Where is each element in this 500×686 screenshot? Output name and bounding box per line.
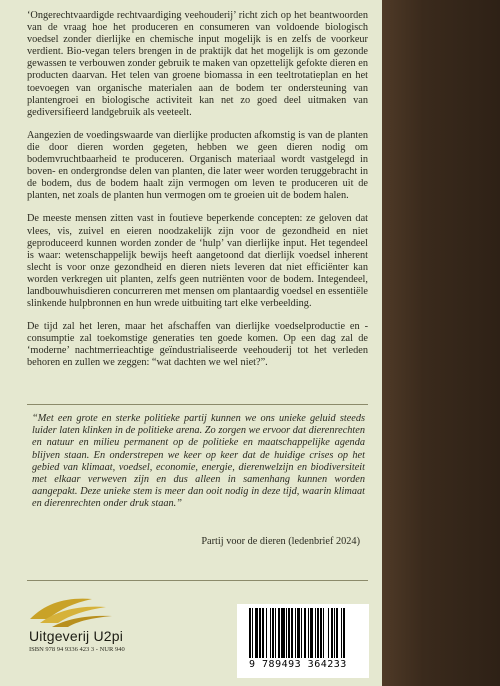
barcode-bars (249, 608, 363, 658)
bird-wings-icon (26, 589, 146, 629)
blurb-paragraph-1: ‘Ongerechtvaardigde rechtvaardiging veehouderij’ richt zich op het beantwoorden van de vraag hoe het produceren en consumeren van voldoende biologisch voedsel zonder dierlijke en chemische input mogelijk is en zelfs de voorkeur verdient. Bio-vegan telers brengen in de praktijk dat het mogelijk is om gezonde gewassen te verbouwen zonder gebruik te maken van opzettelijk gefokte dieren en producten daarvan. Het telen van groene biomassa in een teeltrotatieplan en het toevoegen van organische materialen aan de bodem ter ondersteuning van plantengroei en biologische activiteit kan net zo goed deel uitmaken van gediversifieerd landgebruik als veeteelt. (27, 10, 368, 118)
divider-top (27, 404, 368, 405)
isbn-barcode (237, 604, 369, 678)
quote-text: “Met een grote en sterke politieke partij kunnen we ons unieke geluid steeds luider laten klinken in de politieke arena. Zo zorgen we ervoor dat dierenrechten en natuur en milieu permanent op de politieke en maatschappelijke agenda blijven staan. En onderstrepen we keer op keer dat de huidige crises op het gebied van klimaat, voedsel, economie, energie, dierenwelzijn en biodiversiteit met elkaar verweven zijn en dus alleen in samenhang kunnen worden aangepakt. Deze unieke stem is meer dan ooit nodig in deze tijd, waarin klimaat en dierenrechten onder druk staan.” (32, 413, 365, 510)
blurb-text (27, 10, 368, 381)
blurb-paragraph-2: Aangezien de voedingswaarde van dierlijke producten afkomstig is van de planten die door dieren worden gegeten, hebben we geen dieren nodig om bodemvruchtbaarheid te produceren. Organisch materiaal wordt vastgelegd in boven- en ondergrondse delen van planten, die later weer worden teruggebracht in de bodem, dus de bodem haalt zijn vermogen om leven te produceren uit de planten, net zoals de planten hun vermogen om te groeien uit de bodem halen. (27, 129, 368, 202)
barcode-digits: 9 789493 364233 (249, 659, 347, 670)
blurb-paragraph-4: De tijd zal het leren, maar het afschaffen van dierlijke voedselproductie en -consumptie zal toekomstige generaties ten goede komen. Op een dag zal de ‘moderne’ nachtmerrieachtige geïndustrialiseerde veehouderij tot het verleden behoren en zullen we zeggen: “wat dachten we wel niet?”. (27, 321, 368, 369)
book-spine (382, 0, 500, 686)
barcode-bar (345, 608, 346, 658)
quote-source: Partij voor de dieren (ledenbrief 2024) (201, 536, 360, 547)
blurb-paragraph-3: De meeste mensen zitten vast in foutieve beperkende concepten: ze geloven dat vlees, vis, zuivel en eieren noodzakelijk zijn voor de gezondheid en niet geproduceerd kunnen worden zonder de ‘hulp’ van dierlijke input. Het tegendeel is waar: wetenschappelijk bewijs heeft aangetoond dat dierlijk voedsel inherent slecht is voor onze gezondheid en dieren niets leveren dat niet efficiënter kan worden verkregen uit planten, zelfs geen nutriënten voor de bodem. Integendeel, landbouwhuisdieren concurreren met mensen om plantaardig voedsel en essentiële slinkende hulpbronnen en hun wrede uitbuiting tart elke verbeelding. (27, 213, 368, 310)
isbn-line: ISBN 978 94 9336 423 3 - NUR 940 (29, 646, 125, 653)
divider-bottom (27, 580, 368, 581)
publisher-name: Uitgeverij U2pi (29, 628, 124, 644)
